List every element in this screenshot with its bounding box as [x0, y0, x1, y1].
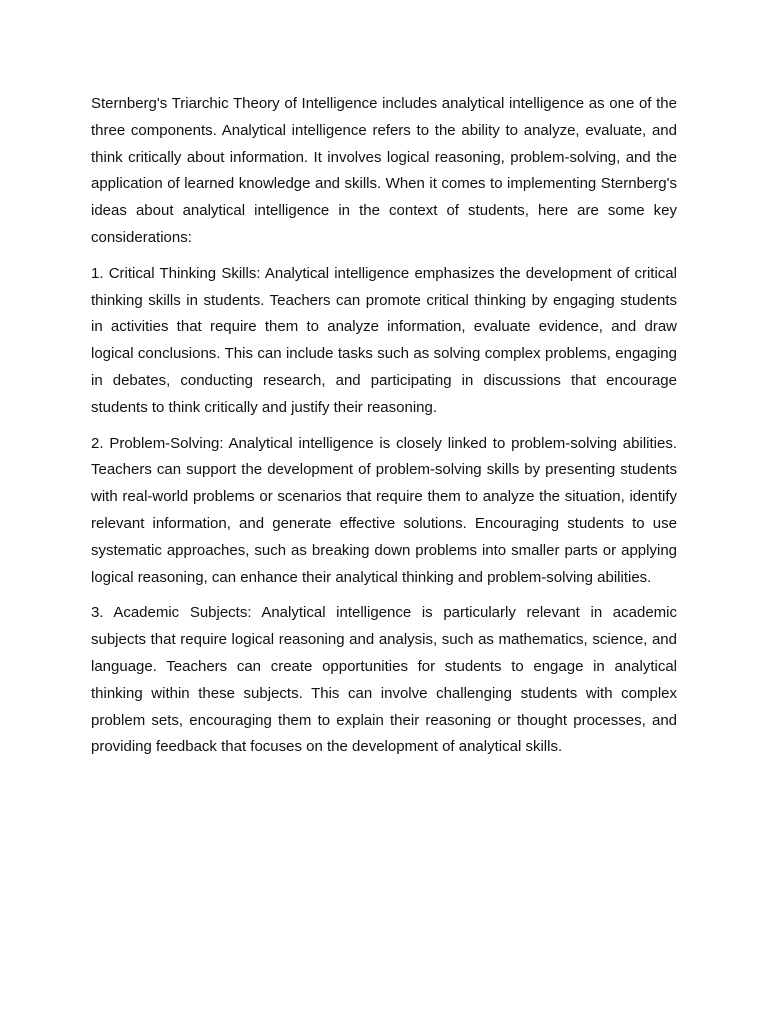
document-body: [91, 91, 677, 770]
academic-subjects-paragraph: 3. Academic Subjects: Analytical intelligence is particularly relevant in academic subjects that require logical reasoning and analysis, such as mathematics, science, and language. Teachers can create opportunities for students to engage in analytical thinking within these subjects. This can involve challenging students with complex problem sets, encouraging them to explain their reasoning or thought processes, and providing feedback that focuses on the development of analytical skills.: [91, 604, 677, 756]
critical-thinking-paragraph: 1. Critical Thinking Skills: Analytical intelligence emphasizes the development of critical thinking skills in students. Teachers can promote critical thinking by engaging students in activities that require them to analyze information, evaluate evidence, and draw logical conclusions. This can include tasks such as solving complex problems, engaging in debates, conducting research, and participating in discussions that encourage students to think critically and justify their reasoning.: [91, 264, 677, 416]
intro-paragraph: Sternberg's Triarchic Theory of Intelligence includes analytical intelligence as one of the three components. Analytical intelligence refers to the ability to analyze, evaluate, and think critically about information. It involves logical reasoning, problem-solving, and the application of learned knowledge and skills. When it comes to implementing Sternberg's ideas about analytical intelligence in the context of students, here are some key considerations:: [91, 95, 677, 246]
problem-solving-paragraph: 2. Problem-Solving: Analytical intelligence is closely linked to problem-solving abilities. Teachers can support the development of problem-solving skills by presenting students with real-world problems or scenarios that require them to analyze the situation, identify relevant information, and generate effective solutions. Encouraging students to use systematic approaches, such as breaking down problems into smaller parts or applying logical reasoning, can enhance their analytical thinking and problem-solving abilities.: [91, 434, 677, 586]
